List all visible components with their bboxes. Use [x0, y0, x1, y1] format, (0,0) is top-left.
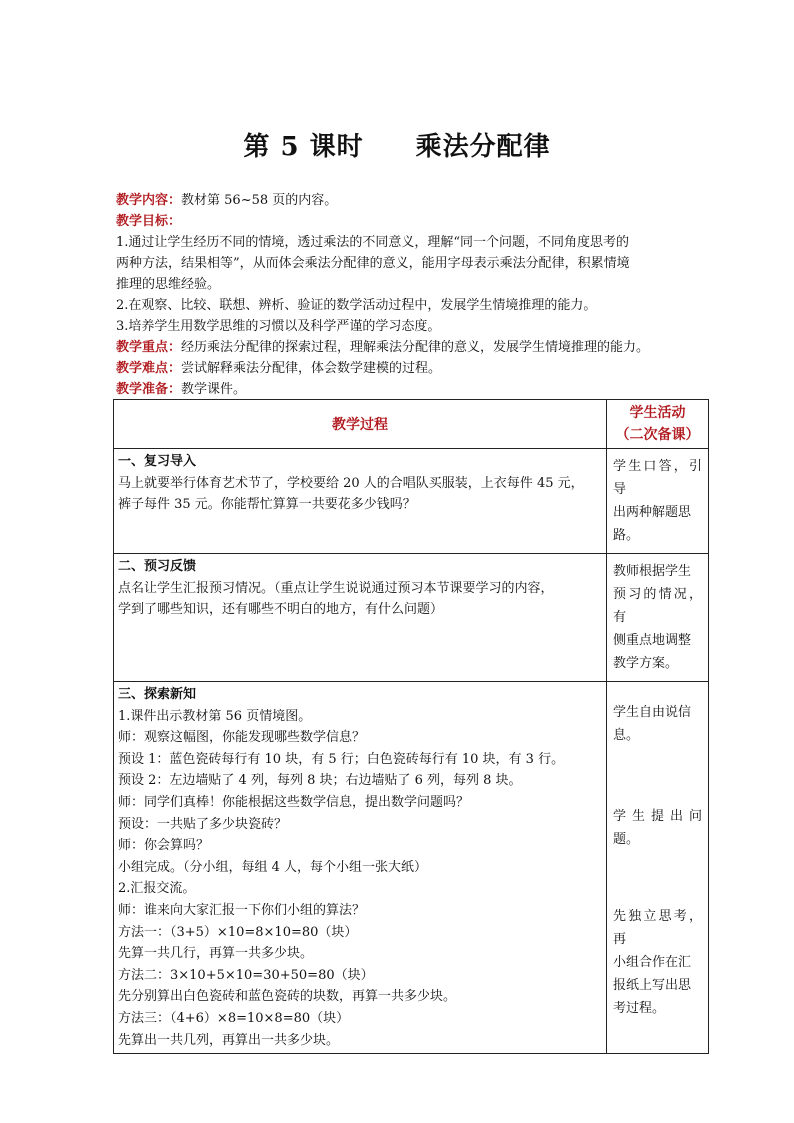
goal-line: 1.通过让学生经历不同的情境，透过乘法的不同意义，理解“同一个问题，不同角度思考的 — [116, 235, 630, 250]
difficulty-line — [116, 358, 716, 379]
body-line: 小组完成。（分小组，每组 4 人，每个小组一张大纸） — [118, 859, 428, 875]
content-text: 教材第 56~58 页的内容。 — [181, 193, 338, 208]
side-line: 考过程。 — [613, 1001, 666, 1016]
section-title: 二、预习反馈 — [118, 559, 197, 574]
lesson-intro — [116, 190, 716, 400]
body-line: 方法一：（3+5）×10=8×10=80（块） — [118, 924, 358, 940]
goal-line: 两种方法，结果相等”，从而体会乘法分配律的意义，能用字母表示乘法分配律，积累情境 — [116, 256, 630, 271]
lesson-topic: 乘法分配律 — [415, 132, 551, 162]
side-line: 小组合作在汇 — [613, 955, 692, 970]
difficulty-label: 教学难点： — [116, 361, 182, 376]
body-line: 方法二：3×10+5×10=30+50=80（块） — [118, 967, 374, 983]
body-line: 马上就要举行体育艺术节了，学校要给 20 人的合唱队买服装，上衣每件 45 元， — [118, 475, 584, 491]
section-title: 一、复习导入 — [118, 454, 197, 469]
key-text: 经历乘法分配律的探索过程，理解乘法分配律的意义，发展学生情境推理的能力。 — [181, 340, 650, 355]
prep-text: 教学课件。 — [181, 382, 247, 397]
content-line — [116, 190, 716, 211]
body-line: 预设 1：蓝色瓷砖每行有 10 块，有 5 行；白色瓷砖每行有 10 块，有 3 行。 — [118, 751, 565, 767]
goal-line: 2.在观察、比较、联想、辨析、验证的数学活动过程中，发展学生情境推理的能力。 — [116, 298, 597, 313]
spacer — [118, 621, 602, 664]
section-title: 三、探索新知 — [118, 687, 197, 702]
side-line: 先独立思考，再 — [613, 909, 702, 947]
goals-label: 教学目标： — [116, 214, 182, 229]
section-explore — [114, 682, 607, 1054]
side-line: 侧重点地调整 — [613, 633, 692, 648]
body-line: 师：你会算吗？ — [118, 838, 210, 854]
header-side-line: （二次备课） — [615, 427, 700, 443]
content-label: 教学内容： — [116, 193, 182, 208]
spacer — [613, 747, 702, 805]
spacer — [613, 851, 702, 905]
header-student-activity — [607, 400, 709, 449]
goal-line: 推理的思维经验。 — [116, 277, 221, 292]
spacer — [613, 688, 702, 701]
prep-label: 教学准备： — [116, 382, 182, 397]
body-line: 师：同学们真棒！你能根据这些数学信息，提出数学问题吗？ — [118, 794, 470, 810]
body-line: 学到了哪些知识，还有哪些不明白的地方，有什么问题） — [118, 602, 444, 618]
side-line: 出两种解题思 — [613, 505, 692, 520]
prep-line — [116, 379, 716, 400]
difficulty-text: 尝试解释乘法分配律，体会数学建模的过程。 — [181, 361, 442, 376]
side-line: 学生口答，引导 — [613, 459, 702, 497]
side-line: 教师根据学生 — [613, 564, 692, 579]
side-line: 学生提出问题。 — [613, 809, 702, 847]
side-note-preview — [607, 554, 709, 682]
section-preview — [114, 554, 607, 682]
lesson-table — [113, 399, 709, 1054]
side-note-explore — [607, 682, 709, 1054]
side-line: 教学方案。 — [613, 656, 679, 671]
side-line: 息。 — [613, 728, 640, 743]
body-line: 预设 2：左边墙贴了 4 列，每列 8 块；右边墙贴了 6 列，每列 8 块。 — [118, 773, 522, 789]
body-line: 1.课件出示教材第 56 页情境图。 — [118, 708, 312, 724]
key-line — [116, 337, 716, 358]
side-line: 预习的情况，有 — [613, 587, 702, 625]
side-line: 学生自由说信 — [613, 705, 692, 720]
section-review — [114, 449, 607, 554]
table-row — [114, 554, 709, 682]
body-line: 师：观察这幅图，你能发现哪些数学信息？ — [118, 730, 366, 746]
table-row — [114, 682, 709, 1054]
body-line: 先算一共几行，再算一共多少块。 — [118, 946, 314, 962]
body-line: 先分别算出白色瓷砖和蓝色瓷砖的块数，再算一共多少块。 — [118, 989, 457, 1005]
body-line: 点名让学生汇报预习情况。（重点让学生说说通过预习本节课要学习的内容， — [118, 580, 554, 596]
key-label: 教学重点： — [116, 340, 182, 355]
side-note-review — [607, 449, 709, 554]
table-header-row — [114, 400, 709, 449]
body-line: 方法三：（4+6）×8=10×8=80（块） — [118, 1010, 350, 1026]
body-line: 2.汇报交流。 — [118, 881, 196, 897]
header-side-line: 学生活动 — [629, 405, 686, 421]
side-line: 报纸上写出思 — [613, 978, 692, 993]
lesson-number: 第 5 课时 — [243, 132, 364, 162]
body-line: 预设：一共贴了多少块瓷砖？ — [118, 816, 288, 832]
table-row — [114, 449, 709, 554]
body-line: 先算出一共几列，再算出一共多少块。 — [118, 1032, 340, 1048]
side-line: 路。 — [613, 528, 640, 543]
body-line: 师：谁来向大家汇报一下你们小组的算法？ — [118, 902, 366, 918]
body-line: 裤子每件 35 元。你能帮忙算算一共要花多少钱吗？ — [118, 497, 416, 513]
goals-line — [116, 211, 716, 232]
header-teaching-process: 教学过程 — [114, 400, 607, 449]
goal-line: 3.培养学生用数学思维的习惯以及科学严谨的学习态度。 — [116, 319, 441, 334]
page-title — [0, 126, 794, 163]
